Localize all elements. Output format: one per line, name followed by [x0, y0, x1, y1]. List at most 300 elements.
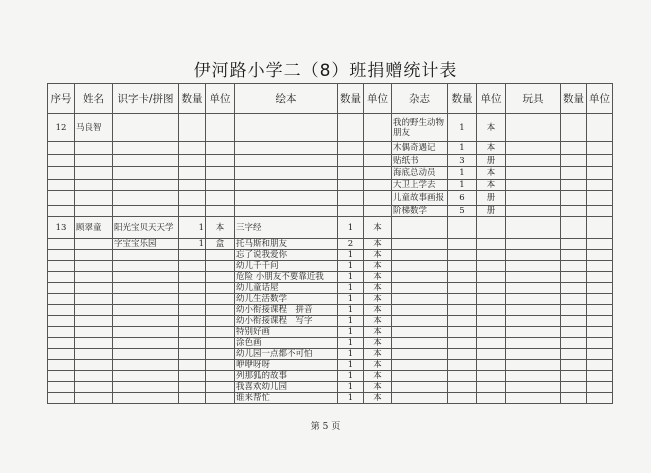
cell-book-unit: 本 — [364, 217, 392, 239]
cell-seq — [48, 167, 75, 180]
cell-card — [113, 167, 179, 180]
cell-card-qty: 1 — [179, 239, 206, 250]
cell-mag-unit: 本 — [477, 114, 506, 142]
cell-mag-qty — [448, 338, 477, 349]
cell-name — [75, 338, 113, 349]
cell-card-unit — [206, 338, 235, 349]
cell-toy-unit — [587, 283, 613, 294]
cell-book-unit: 本 — [364, 360, 392, 371]
column-header-seq: 序号 — [48, 84, 75, 114]
document-title: 伊河路小学二（8）班捐赠统计表 — [193, 61, 458, 81]
cell-mag-unit — [477, 360, 506, 371]
cell-name — [75, 155, 113, 167]
cell-seq — [48, 349, 75, 360]
cell-book-qty: 1 — [338, 327, 364, 338]
cell-book-qty: 2 — [338, 239, 364, 250]
page-number: 第 5 页 — [310, 422, 341, 432]
cell-magazine — [392, 250, 448, 261]
cell-card — [113, 349, 179, 360]
cell-card — [113, 327, 179, 338]
cell-book-unit: 本 — [364, 294, 392, 305]
cell-book-qty — [338, 155, 364, 167]
column-header-toy: 玩具 — [506, 84, 561, 114]
cell-toy-unit — [587, 167, 613, 180]
cell-card-qty — [179, 261, 206, 272]
cell-book — [235, 180, 338, 191]
cell-mag-unit — [477, 239, 506, 250]
cell-magazine — [392, 360, 448, 371]
cell-book — [235, 142, 338, 155]
cell-card-qty — [179, 327, 206, 338]
column-header-mag-qty: 数量 — [448, 84, 477, 114]
cell-toy-unit — [587, 316, 613, 327]
cell-mag-unit — [477, 261, 506, 272]
cell-card-qty — [179, 142, 206, 155]
cell-book-qty: 1 — [338, 349, 364, 360]
cell-book-unit: 本 — [364, 382, 392, 393]
cell-name — [75, 250, 113, 261]
cell-name: 顾翠童 — [75, 217, 113, 239]
cell-toy-qty — [561, 206, 587, 217]
cell-mag-unit — [477, 382, 506, 393]
cell-card-unit — [206, 349, 235, 360]
cell-toy-qty — [561, 261, 587, 272]
cell-card — [113, 360, 179, 371]
table-row — [48, 283, 613, 294]
table-row — [48, 360, 613, 371]
cell-book-unit — [364, 206, 392, 217]
cell-magazine — [392, 294, 448, 305]
cell-mag-unit: 册 — [477, 206, 506, 217]
cell-toy-qty — [561, 155, 587, 167]
cell-toy-qty — [561, 338, 587, 349]
table-row — [48, 393, 613, 404]
table-row — [48, 191, 613, 206]
cell-toy-unit — [587, 393, 613, 404]
cell-book-unit: 本 — [364, 272, 392, 283]
cell-mag-qty — [448, 283, 477, 294]
cell-book-unit: 本 — [364, 393, 392, 404]
cell-toy — [506, 191, 561, 206]
cell-book-qty: 1 — [338, 272, 364, 283]
cell-book-unit — [364, 142, 392, 155]
table-row — [48, 305, 613, 316]
cell-card-qty — [179, 167, 206, 180]
cell-toy — [506, 239, 561, 250]
cell-toy — [506, 261, 561, 272]
cell-card — [113, 180, 179, 191]
cell-card-unit: 本 — [206, 217, 235, 239]
cell-book-qty: 1 — [338, 217, 364, 239]
cell-card-unit — [206, 327, 235, 338]
column-header-card-unit: 单位 — [206, 84, 235, 114]
cell-mag-qty: 1 — [448, 180, 477, 191]
cell-mag-unit — [477, 349, 506, 360]
cell-card — [113, 316, 179, 327]
cell-mag-qty: 6 — [448, 191, 477, 206]
cell-book: 幼儿生活数学 — [235, 294, 338, 305]
cell-card-qty — [179, 180, 206, 191]
cell-mag-unit — [477, 294, 506, 305]
table-row — [48, 239, 613, 250]
cell-toy — [506, 294, 561, 305]
cell-card — [113, 114, 179, 142]
cell-toy — [506, 180, 561, 191]
cell-card — [113, 155, 179, 167]
cell-toy-qty — [561, 180, 587, 191]
cell-card-qty: 1 — [179, 217, 206, 239]
table-row — [48, 180, 613, 191]
cell-card-qty — [179, 371, 206, 382]
cell-name — [75, 272, 113, 283]
cell-toy — [506, 338, 561, 349]
table-row — [48, 155, 613, 167]
cell-toy-unit — [587, 294, 613, 305]
column-header-book-qty: 数量 — [338, 84, 364, 114]
cell-book-qty — [338, 114, 364, 142]
table-row — [48, 114, 613, 142]
cell-card-unit — [206, 261, 235, 272]
cell-mag-unit — [477, 305, 506, 316]
cell-toy — [506, 142, 561, 155]
cell-card-qty — [179, 382, 206, 393]
cell-magazine: 木偶奇遇记 — [392, 142, 448, 155]
cell-seq — [48, 382, 75, 393]
cell-book-unit — [364, 191, 392, 206]
cell-mag-unit — [477, 316, 506, 327]
cell-mag-unit — [477, 250, 506, 261]
cell-book-unit: 本 — [364, 349, 392, 360]
cell-book-unit: 本 — [364, 327, 392, 338]
cell-book — [235, 155, 338, 167]
cell-mag-qty — [448, 250, 477, 261]
cell-seq: 12 — [48, 114, 75, 142]
cell-seq — [48, 272, 75, 283]
cell-toy-unit — [587, 360, 613, 371]
cell-book-qty — [338, 167, 364, 180]
cell-seq — [48, 294, 75, 305]
cell-mag-qty: 3 — [448, 155, 477, 167]
cell-mag-qty — [448, 360, 477, 371]
cell-book-unit: 本 — [364, 371, 392, 382]
cell-name — [75, 393, 113, 404]
table-row — [48, 316, 613, 327]
cell-book-qty: 1 — [338, 283, 364, 294]
cell-name — [75, 180, 113, 191]
cell-book-qty: 1 — [338, 261, 364, 272]
cell-toy-qty — [561, 349, 587, 360]
cell-card — [113, 191, 179, 206]
cell-magazine — [392, 261, 448, 272]
cell-book-qty — [338, 191, 364, 206]
cell-toy — [506, 382, 561, 393]
cell-card — [113, 206, 179, 217]
cell-toy-unit — [587, 349, 613, 360]
cell-seq — [48, 305, 75, 316]
cell-magazine: 我的野生动物朋友 — [392, 114, 448, 142]
cell-mag-qty: 5 — [448, 206, 477, 217]
cell-card-qty — [179, 155, 206, 167]
cell-book-qty: 1 — [338, 360, 364, 371]
cell-book — [235, 206, 338, 217]
cell-book: 幼儿园一点都不可怕 — [235, 349, 338, 360]
cell-toy-qty — [561, 272, 587, 283]
table-row — [48, 371, 613, 382]
cell-mag-qty — [448, 327, 477, 338]
cell-card-unit — [206, 382, 235, 393]
cell-card-qty — [179, 393, 206, 404]
cell-book — [235, 114, 338, 142]
cell-toy — [506, 349, 561, 360]
cell-book-qty: 1 — [338, 316, 364, 327]
cell-magazine: 贴纸书 — [392, 155, 448, 167]
cell-book-unit: 本 — [364, 250, 392, 261]
cell-seq — [48, 360, 75, 371]
cell-book-unit: 本 — [364, 239, 392, 250]
cell-toy-qty — [561, 283, 587, 294]
cell-card-unit — [206, 294, 235, 305]
cell-seq — [48, 239, 75, 250]
cell-book-unit: 本 — [364, 305, 392, 316]
cell-seq — [48, 327, 75, 338]
cell-book-qty: 1 — [338, 250, 364, 261]
table-row — [48, 217, 613, 239]
cell-book-unit — [364, 180, 392, 191]
cell-seq — [48, 371, 75, 382]
cell-book: 幼小衔接课程 写字 — [235, 316, 338, 327]
cell-toy — [506, 316, 561, 327]
cell-card — [113, 142, 179, 155]
cell-card-qty — [179, 114, 206, 142]
cell-book-unit — [364, 114, 392, 142]
cell-book: 咿咿呀呀 — [235, 360, 338, 371]
cell-toy — [506, 371, 561, 382]
cell-toy-unit — [587, 239, 613, 250]
cell-name — [75, 382, 113, 393]
cell-magazine — [392, 371, 448, 382]
cell-book-unit — [364, 167, 392, 180]
cell-name — [75, 371, 113, 382]
cell-card-qty — [179, 250, 206, 261]
table-row — [48, 272, 613, 283]
cell-toy-qty — [561, 250, 587, 261]
cell-name — [75, 239, 113, 250]
cell-card: 字宝宝乐园 — [113, 239, 179, 250]
cell-magazine — [392, 338, 448, 349]
cell-card-qty — [179, 338, 206, 349]
cell-card — [113, 393, 179, 404]
cell-book-qty: 1 — [338, 294, 364, 305]
cell-toy-unit — [587, 382, 613, 393]
cell-book-qty: 1 — [338, 338, 364, 349]
cell-name — [75, 191, 113, 206]
cell-card-unit — [206, 191, 235, 206]
table-row — [48, 250, 613, 261]
cell-book: 列那狐的故事 — [235, 371, 338, 382]
cell-name — [75, 167, 113, 180]
cell-mag-unit: 册 — [477, 191, 506, 206]
cell-seq — [48, 283, 75, 294]
cell-magazine — [392, 217, 448, 239]
cell-card — [113, 261, 179, 272]
cell-book — [235, 191, 338, 206]
cell-toy-qty — [561, 142, 587, 155]
cell-toy-qty — [561, 167, 587, 180]
cell-magazine — [392, 382, 448, 393]
cell-mag-qty — [448, 316, 477, 327]
cell-toy — [506, 114, 561, 142]
cell-mag-qty — [448, 305, 477, 316]
cell-card-unit: 盒 — [206, 239, 235, 250]
cell-mag-qty — [448, 217, 477, 239]
cell-toy-unit — [587, 272, 613, 283]
cell-book: 幼儿千千问 — [235, 261, 338, 272]
cell-toy — [506, 283, 561, 294]
cell-toy — [506, 167, 561, 180]
cell-mag-qty: 1 — [448, 142, 477, 155]
cell-book-unit: 本 — [364, 283, 392, 294]
cell-mag-unit — [477, 327, 506, 338]
cell-magazine — [392, 327, 448, 338]
cell-toy-qty — [561, 360, 587, 371]
cell-mag-qty — [448, 294, 477, 305]
cell-magazine: 儿童故事画报 — [392, 191, 448, 206]
cell-toy — [506, 272, 561, 283]
cell-toy-unit — [587, 371, 613, 382]
cell-magazine: 海底总动员 — [392, 167, 448, 180]
cell-mag-unit — [477, 393, 506, 404]
cell-card-unit — [206, 360, 235, 371]
cell-magazine: 大卫上学去 — [392, 180, 448, 191]
cell-book — [235, 167, 338, 180]
cell-card: 阳光宝贝天天学 — [113, 217, 179, 239]
cell-name: 马良智 — [75, 114, 113, 142]
cell-toy — [506, 393, 561, 404]
cell-book: 幼儿童话屋 — [235, 283, 338, 294]
column-header-book: 绘本 — [235, 84, 338, 114]
cell-toy-unit — [587, 142, 613, 155]
cell-book: 涂色画 — [235, 338, 338, 349]
cell-mag-unit — [477, 217, 506, 239]
cell-name — [75, 349, 113, 360]
cell-book: 特别好画 — [235, 327, 338, 338]
cell-seq — [48, 142, 75, 155]
cell-mag-qty — [448, 261, 477, 272]
cell-toy-qty — [561, 393, 587, 404]
cell-card — [113, 338, 179, 349]
cell-toy-unit — [587, 206, 613, 217]
cell-book-unit — [364, 155, 392, 167]
cell-book-qty: 1 — [338, 393, 364, 404]
cell-card-unit — [206, 316, 235, 327]
cell-card — [113, 283, 179, 294]
cell-mag-qty: 1 — [448, 167, 477, 180]
cell-book-qty: 1 — [338, 382, 364, 393]
cell-name — [75, 261, 113, 272]
table-row — [48, 382, 613, 393]
cell-card-unit — [206, 371, 235, 382]
cell-toy-qty — [561, 239, 587, 250]
cell-toy-unit — [587, 217, 613, 239]
cell-toy-qty — [561, 371, 587, 382]
cell-toy-unit — [587, 191, 613, 206]
column-header-book-unit: 单位 — [364, 84, 392, 114]
cell-toy — [506, 217, 561, 239]
cell-magazine: 阶梯数学 — [392, 206, 448, 217]
cell-toy-qty — [561, 217, 587, 239]
cell-mag-qty — [448, 393, 477, 404]
cell-name — [75, 294, 113, 305]
cell-book: 三字经 — [235, 217, 338, 239]
cell-toy — [506, 360, 561, 371]
cell-mag-qty — [448, 239, 477, 250]
cell-book: 忘了说我爱你 — [235, 250, 338, 261]
table-row — [48, 142, 613, 155]
column-header-name: 姓名 — [75, 84, 113, 114]
cell-name — [75, 316, 113, 327]
cell-name — [75, 142, 113, 155]
cell-toy — [506, 155, 561, 167]
cell-book-unit: 本 — [364, 338, 392, 349]
cell-book-qty — [338, 180, 364, 191]
cell-name — [75, 305, 113, 316]
cell-mag-unit: 本 — [477, 180, 506, 191]
cell-toy — [506, 327, 561, 338]
cell-book: 幼小衔接课程 拼音 — [235, 305, 338, 316]
cell-mag-qty — [448, 272, 477, 283]
cell-card-unit — [206, 206, 235, 217]
table-row — [48, 338, 613, 349]
column-header-card-qty: 数量 — [179, 84, 206, 114]
table-row — [48, 167, 613, 180]
cell-card-unit — [206, 283, 235, 294]
cell-card-qty — [179, 206, 206, 217]
cell-toy-qty — [561, 305, 587, 316]
cell-book-unit: 本 — [364, 261, 392, 272]
column-header-mag-unit: 单位 — [477, 84, 506, 114]
cell-magazine — [392, 316, 448, 327]
cell-toy-unit — [587, 250, 613, 261]
cell-magazine — [392, 393, 448, 404]
cell-mag-qty: 1 — [448, 114, 477, 142]
cell-mag-unit — [477, 272, 506, 283]
cell-card — [113, 305, 179, 316]
cell-book: 危险 小朋友不要靠近我 — [235, 272, 338, 283]
cell-card — [113, 294, 179, 305]
cell-toy-unit — [587, 338, 613, 349]
cell-seq — [48, 206, 75, 217]
cell-card-unit — [206, 250, 235, 261]
cell-mag-unit — [477, 283, 506, 294]
cell-card-qty — [179, 283, 206, 294]
table-row — [48, 294, 613, 305]
cell-card — [113, 371, 179, 382]
cell-toy-qty — [561, 114, 587, 142]
cell-toy-qty — [561, 316, 587, 327]
cell-toy — [506, 206, 561, 217]
column-header-toy-unit: 单位 — [587, 84, 613, 114]
table-row — [48, 327, 613, 338]
cell-book: 托马斯和朋友 — [235, 239, 338, 250]
cell-seq — [48, 261, 75, 272]
cell-seq — [48, 338, 75, 349]
cell-seq — [48, 250, 75, 261]
column-header-magazine: 杂志 — [392, 84, 448, 114]
cell-card-qty — [179, 272, 206, 283]
cell-card — [113, 382, 179, 393]
cell-card-unit — [206, 167, 235, 180]
table-row — [48, 349, 613, 360]
